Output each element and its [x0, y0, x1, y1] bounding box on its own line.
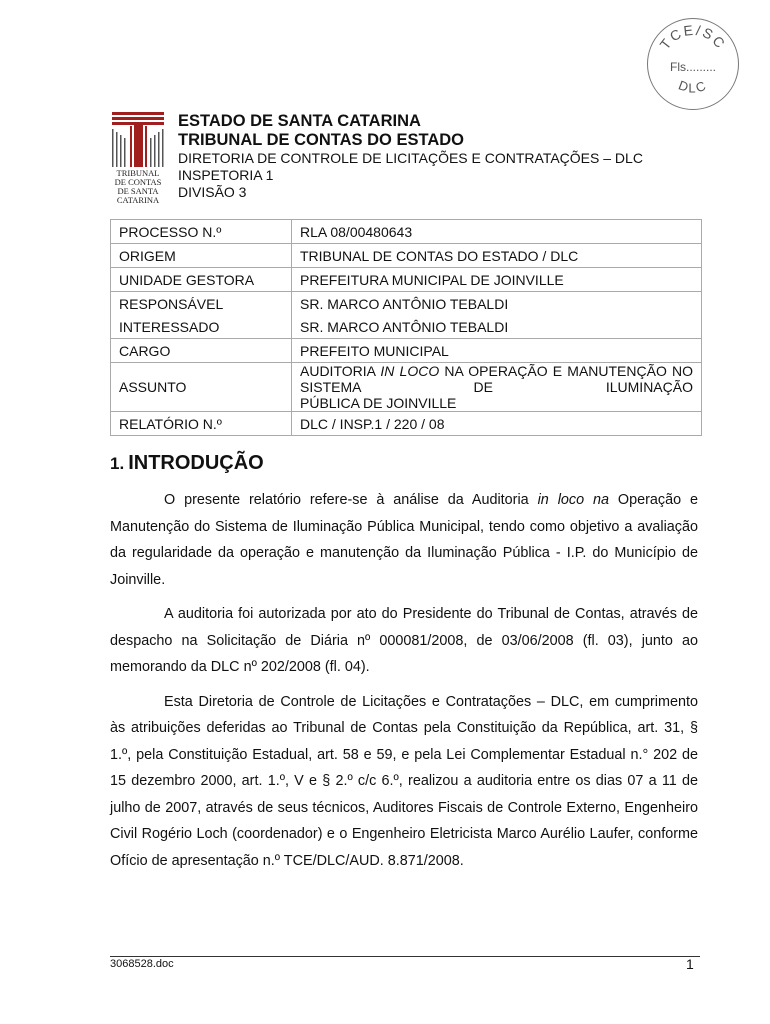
subject-text: AUDITORIA IN LOCO NA OPERAÇÃO E MANUTENÇÃO NO SISTEMA DE ILUMINAÇÃO: [300, 363, 694, 395]
subject-text-end: PÚBLICA DE JOINVILLE: [300, 395, 457, 411]
svg-text:CATARINA: CATARINA: [116, 195, 160, 204]
row-value: RLA 08/00480643: [292, 220, 702, 244]
row-label: RESPONSÁVEL: [111, 292, 292, 316]
row-value: PREFEITURA MUNICIPAL DE JOINVILLE: [292, 268, 702, 292]
table-row: [111, 220, 702, 244]
table-row: [111, 315, 702, 339]
row-label: INTERESSADO: [111, 315, 292, 339]
protocol-stamp: [647, 18, 739, 110]
row-label: RELATÓRIO N.º: [111, 412, 292, 436]
svg-text:TRIBUNAL: TRIBUNAL: [116, 168, 160, 178]
row-value: SR. MARCO ANTÔNIO TEBALDI: [292, 292, 702, 316]
stamp-top-text: TCE/SC: [656, 21, 730, 53]
process-info-table: [110, 219, 702, 436]
table-row: [111, 412, 702, 436]
row-value: TRIBUNAL DE CONTAS DO ESTADO / DLC: [292, 244, 702, 268]
paragraph: O presente relatório refere-se à análise da Auditoria in loco na Operação e Manutenção do Sistema de Iluminação Pública Municipal, tendo como objetivo a avaliação da regularidade da operação e manutenção da Iluminação Pública - I.P. do Município de Joinville.: [110, 492, 698, 588]
footer-filename: 3068528.doc: [110, 958, 174, 970]
page-number: 1: [686, 956, 694, 972]
svg-text:DE SANTA: DE SANTA: [117, 186, 159, 196]
table-row: [111, 363, 702, 412]
header-state: ESTADO DE SANTA CATARINA: [178, 112, 421, 130]
section-number: 1.: [110, 454, 125, 473]
header-inspectorate: INSPETORIA 1: [178, 167, 274, 183]
document-header: [178, 112, 643, 201]
header-directorate: DIRETORIA DE CONTROLE DE LICITAÇÕES E CONTRATAÇÕES – DLC: [178, 150, 643, 166]
stamp-folio-text: Fls.........: [669, 60, 717, 74]
section-heading: [110, 452, 264, 475]
row-label: CARGO: [111, 339, 292, 363]
stamp-bottom-text: DLC: [676, 77, 710, 96]
header-division: DIVISÃO 3: [178, 184, 247, 200]
row-label: ORIGEM: [111, 244, 292, 268]
row-value: PREFEITO MUNICIPAL: [292, 339, 702, 363]
row-label: ASSUNTO: [111, 363, 292, 412]
table-row: [111, 292, 702, 316]
row-value: DLC / INSP.1 / 220 / 08: [292, 412, 702, 436]
table-row: [111, 268, 702, 292]
row-value: SR. MARCO ANTÔNIO TEBALDI: [292, 315, 702, 339]
table-row: [111, 339, 702, 363]
row-label: UNIDADE GESTORA: [111, 268, 292, 292]
section-title: INTRODUÇÃO: [128, 452, 264, 474]
report-body: [110, 487, 698, 882]
row-value: [292, 363, 702, 412]
tce-logo: [108, 112, 168, 204]
table-row: [111, 244, 702, 268]
paragraph: Esta Diretoria de Controle de Licitações e Contratações – DLC, em cumprimento às atribuições deferidas ao Tribunal de Contas pela Constituição da República, art. 31, § 1.º, pela Constituição Estadual, art. 58 e 59, e pela Lei Complementar Estadual n.° 202 de 15 dezembro 2000, art. 1.º, V e § 2.º c/c 6.º, realizou a auditoria entre os dias 07 a 11 de julho de 2007, através de seus técnicos, Auditores Fiscais de Controle Externo, Engenheiro Civil Rogério Loch (coordenador) e o Engenheiro Eletricista Marco Aurélio Laufer, conforme Ofício de apresentação n.º TCE/DLC/AUD. 8.871/2008.: [110, 693, 698, 869]
row-label: PROCESSO N.º: [111, 220, 292, 244]
svg-text:DE CONTAS: DE CONTAS: [114, 177, 162, 187]
header-court: TRIBUNAL DE CONTAS DO ESTADO: [178, 131, 465, 149]
paragraph: A auditoria foi autorizada por ato do Presidente do Tribunal de Contas, através de despacho na Solicitação de Diária nº 000081/2008, de 03/06/2008 (fl. 03), junto ao memorando da DLC nº 202/2008 (fl. 04).: [110, 606, 698, 675]
footer-divider: [110, 956, 700, 957]
